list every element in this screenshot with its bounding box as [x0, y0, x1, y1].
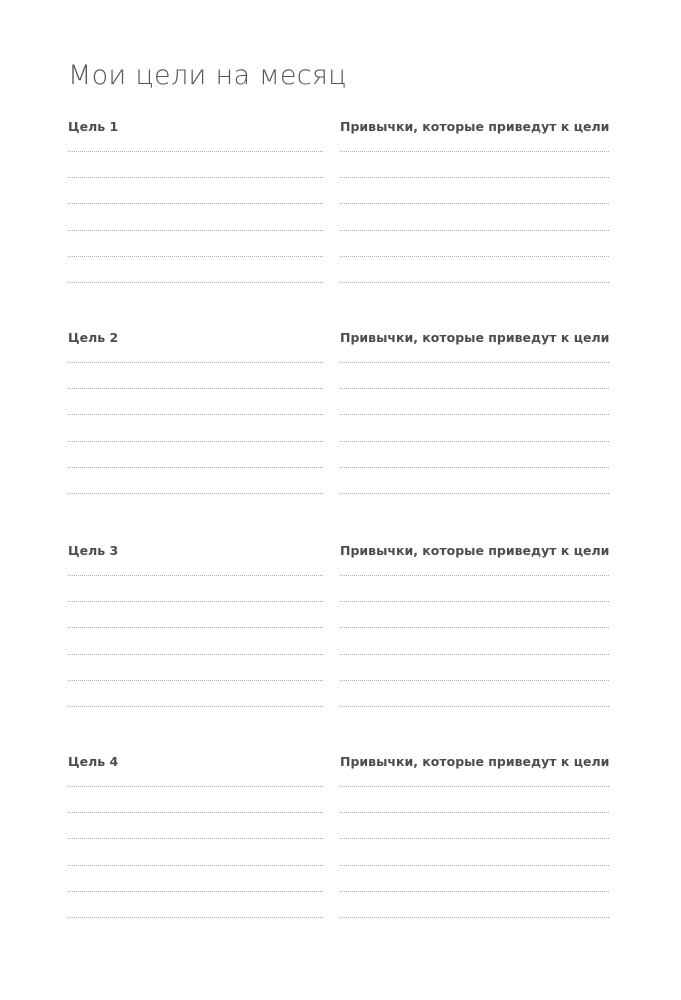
goal-writing-line[interactable]: [68, 838, 323, 864]
habits-writing-line[interactable]: [340, 230, 609, 256]
habits-label: Привычки, которые приведут к цели: [340, 543, 610, 558]
goal-writing-line[interactable]: [68, 891, 323, 917]
goal-writing-line[interactable]: [68, 177, 323, 203]
habits-writing-line[interactable]: [340, 627, 609, 653]
goal-writing-line[interactable]: [68, 362, 323, 388]
goal-label: Цель 4: [68, 754, 119, 769]
habits-writing-lines: [340, 151, 609, 308]
habits-writing-lines: [340, 362, 609, 519]
goal-writing-lines: [68, 786, 323, 943]
goal-writing-line[interactable]: [68, 493, 323, 519]
goal-label: Цель 1: [68, 119, 119, 134]
habits-writing-line[interactable]: [340, 786, 609, 812]
goal-writing-lines: [68, 575, 323, 732]
goal-section-3: [68, 544, 609, 714]
habits-writing-line[interactable]: [340, 575, 609, 601]
goal-writing-line[interactable]: [68, 388, 323, 414]
goal-writing-line[interactable]: [68, 786, 323, 812]
habits-writing-line[interactable]: [340, 706, 609, 732]
goal-section-1: [68, 120, 609, 290]
goal-writing-line[interactable]: [68, 441, 323, 467]
goal-label: Цель 2: [68, 330, 119, 345]
habits-writing-line[interactable]: [340, 917, 609, 943]
habits-writing-line[interactable]: [340, 388, 609, 414]
goal-writing-line[interactable]: [68, 151, 323, 177]
habits-writing-line[interactable]: [340, 865, 609, 891]
goal-writing-line[interactable]: [68, 654, 323, 680]
habits-writing-line[interactable]: [340, 362, 609, 388]
goal-writing-line[interactable]: [68, 812, 323, 838]
habits-writing-line[interactable]: [340, 891, 609, 917]
habits-writing-line[interactable]: [340, 414, 609, 440]
habits-writing-line[interactable]: [340, 177, 609, 203]
habits-writing-lines: [340, 575, 609, 732]
goal-writing-line[interactable]: [68, 601, 323, 627]
goal-label: Цель 3: [68, 543, 119, 558]
goal-writing-line[interactable]: [68, 917, 323, 943]
goal-writing-line[interactable]: [68, 467, 323, 493]
goal-writing-line[interactable]: [68, 680, 323, 706]
goal-writing-lines: [68, 362, 323, 519]
goal-writing-lines: [68, 151, 323, 308]
goal-writing-line[interactable]: [68, 627, 323, 653]
goal-writing-line[interactable]: [68, 414, 323, 440]
goal-writing-line[interactable]: [68, 230, 323, 256]
goal-writing-line[interactable]: [68, 706, 323, 732]
habits-writing-line[interactable]: [340, 467, 609, 493]
goal-writing-line[interactable]: [68, 865, 323, 891]
habits-writing-line[interactable]: [340, 838, 609, 864]
habits-label: Привычки, которые приведут к цели: [340, 754, 610, 769]
goal-writing-line[interactable]: [68, 575, 323, 601]
habits-writing-line[interactable]: [340, 151, 609, 177]
habits-label: Привычки, которые приведут к цели: [340, 330, 610, 345]
goal-section-4: [68, 755, 609, 925]
goal-writing-line[interactable]: [68, 203, 323, 229]
habits-writing-line[interactable]: [340, 493, 609, 519]
goal-section-2: [68, 331, 609, 501]
habits-writing-line[interactable]: [340, 812, 609, 838]
goal-writing-line[interactable]: [68, 282, 323, 308]
habits-writing-line[interactable]: [340, 256, 609, 282]
page-title: Мои цели на месяц: [68, 60, 347, 91]
habits-writing-lines: [340, 786, 609, 943]
habits-writing-line[interactable]: [340, 680, 609, 706]
habits-label: Привычки, которые приведут к цели: [340, 119, 610, 134]
habits-writing-line[interactable]: [340, 654, 609, 680]
habits-writing-line[interactable]: [340, 282, 609, 308]
habits-writing-line[interactable]: [340, 441, 609, 467]
habits-writing-line[interactable]: [340, 203, 609, 229]
habits-writing-line[interactable]: [340, 601, 609, 627]
goal-writing-line[interactable]: [68, 256, 323, 282]
